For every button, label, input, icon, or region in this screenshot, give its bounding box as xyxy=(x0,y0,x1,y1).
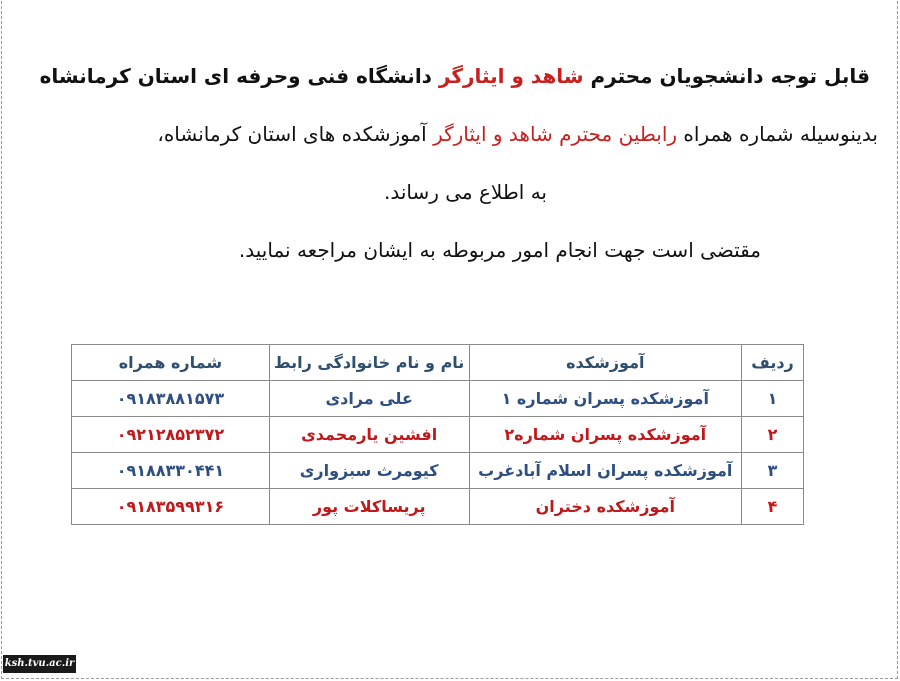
table-row xyxy=(72,381,804,417)
cell-index: ۲ xyxy=(742,417,804,453)
contacts-table xyxy=(71,344,804,525)
cell-school: آموزشکده پسران اسلام آبادغرب xyxy=(469,453,742,489)
table-row xyxy=(72,453,804,489)
cell-school: آموزشکده پسران شماره۲ xyxy=(469,417,742,453)
announcement-line-3: به اطلاع می رساند. xyxy=(383,180,547,204)
header-phone: شماره همراه xyxy=(72,345,270,381)
cell-phone: ۰۹۱۸۳۸۸۱۵۷۳ xyxy=(72,381,270,417)
cell-phone: ۰۹۲۱۲۸۵۲۳۷۲ xyxy=(72,417,270,453)
line1-text-end: دانشگاه فنی وحرفه ای استان کرمانشاه xyxy=(39,64,439,88)
header-index: ردیف xyxy=(742,345,804,381)
announcement-line-1 xyxy=(40,64,870,88)
cell-name: کیومرث سبزواری xyxy=(269,453,469,489)
cell-school: آموزشکده دختران xyxy=(469,489,742,525)
cell-index: ۴ xyxy=(742,489,804,525)
footer-site-link[interactable]: ksh.tvu.ac.ir xyxy=(3,655,76,673)
cell-name: افشین یارمحمدی xyxy=(269,417,469,453)
announcement-line-2 xyxy=(157,122,878,146)
line1-highlight: شاهد و ایثارگر xyxy=(438,64,584,88)
cell-name: پریساکلات پور xyxy=(269,489,469,525)
table-row xyxy=(72,417,804,453)
cell-phone: ۰۹۱۸۳۵۹۹۳۱۶ xyxy=(72,489,270,525)
table-row xyxy=(72,489,804,525)
line2-highlight: رابطین محترم شاهد و ایثارگر xyxy=(433,122,678,146)
cell-index: ۱ xyxy=(742,381,804,417)
cell-name: علی مرادی xyxy=(269,381,469,417)
line1-text-start: قابل توجه دانشجویان محترم xyxy=(583,64,870,88)
announcement-line-4: مقتضی است جهت انجام امور مربوطه به ایشان مراجعه نمایید. xyxy=(238,238,761,262)
line2-text-end: آموزشکده های استان کرمانشاه، xyxy=(157,122,434,146)
header-name: نام و نام خانوادگی رابط xyxy=(269,345,469,381)
cell-index: ۳ xyxy=(742,453,804,489)
header-school: آموزشکده xyxy=(469,345,742,381)
cell-phone: ۰۹۱۸۸۳۳۰۴۴۱ xyxy=(72,453,270,489)
cell-school: آموزشکده پسران شماره ۱ xyxy=(469,381,742,417)
table-header-row xyxy=(72,345,804,381)
line2-text-start: بدینوسیله شماره همراه xyxy=(677,122,878,146)
